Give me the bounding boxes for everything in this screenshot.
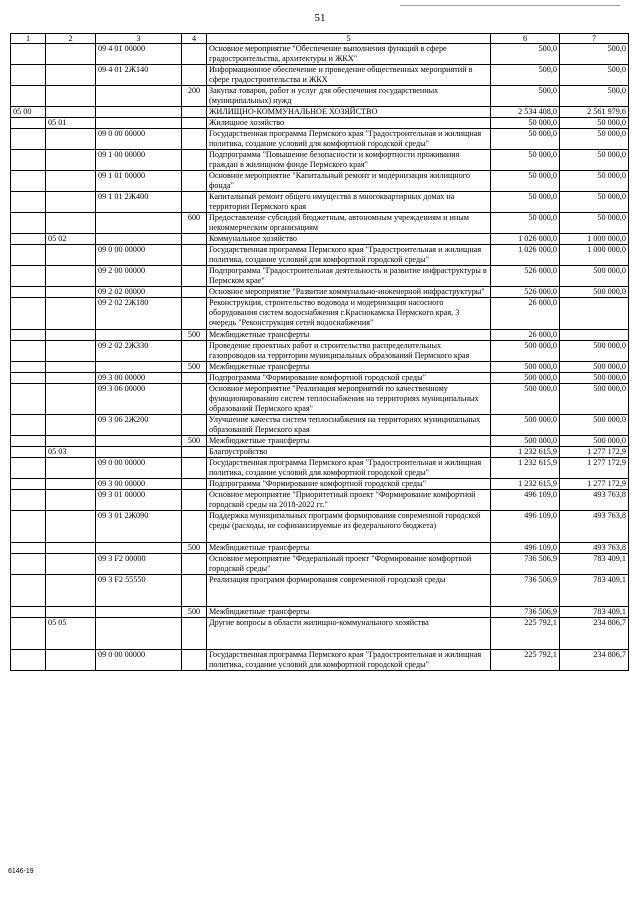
subsection-code-cell: [46, 192, 96, 213]
amount-col7-cell: 500 000,0: [560, 362, 629, 373]
expense-type-cell: 600: [182, 213, 207, 234]
expense-type-cell: 200: [182, 86, 207, 107]
table-row: [11, 298, 629, 330]
top-rule: [400, 5, 620, 6]
subsection-code-cell: [46, 107, 96, 118]
expense-type-cell: [182, 479, 207, 490]
amount-col7-cell: 500 000,0: [560, 415, 629, 436]
item-name-cell: Государственная программа Пермского края "Градостроительная и жилищная политика, создание условий для комфортной городской среды": [207, 650, 491, 671]
target-article-cell: 09 0 00 00000: [96, 129, 182, 150]
section-code-cell: 05 00: [11, 107, 46, 118]
amount-col7-cell: 500 000,0: [560, 384, 629, 415]
section-code-cell: [11, 65, 46, 86]
expense-type-cell: [182, 415, 207, 436]
amount-col7-cell: 1 000 000,0: [560, 234, 629, 245]
target-article-cell: 09 2 02 2Ж330: [96, 341, 182, 362]
item-name-cell: Подпрограмма "Формирование комфортной городской среды": [207, 479, 491, 490]
column-header-1: 1: [11, 34, 46, 44]
target-article-cell: 09 3 01 2Ж090: [96, 511, 182, 543]
amount-col7-cell: 50 000,0: [560, 150, 629, 171]
amount-col6-cell: 225 792,1: [491, 650, 560, 671]
amount-col7-cell: [560, 298, 629, 330]
amount-col6-cell: 500,0: [491, 65, 560, 86]
amount-col6-cell: 526 000,0: [491, 287, 560, 298]
target-article-cell: [96, 107, 182, 118]
item-name-cell: Жилищное хозяйство: [207, 118, 491, 129]
section-code-cell: [11, 373, 46, 384]
target-article-cell: 09 1 01 2Ж400: [96, 192, 182, 213]
subsection-code-cell: [46, 44, 96, 65]
expense-type-cell: [182, 554, 207, 575]
item-name-cell: Реализация программ формирования современной городской среды: [207, 575, 491, 607]
expense-type-cell: [182, 44, 207, 65]
amount-col6-cell: 1 026 000,0: [491, 245, 560, 266]
section-code-cell: [11, 86, 46, 107]
expense-type-cell: [182, 447, 207, 458]
amount-col7-cell: 1 000 000,0: [560, 245, 629, 266]
section-code-cell: [11, 543, 46, 554]
amount-col6-cell: 500,0: [491, 44, 560, 65]
section-code-cell: [11, 458, 46, 479]
column-header-7: 7: [560, 34, 629, 44]
table-row: [11, 171, 629, 192]
amount-col6-cell: 496 109,0: [491, 543, 560, 554]
amount-col6-cell: 500 000,0: [491, 415, 560, 436]
subsection-code-cell: [46, 575, 96, 607]
expense-type-cell: 500: [182, 607, 207, 618]
target-article-cell: 09 3 01 00000: [96, 490, 182, 511]
subsection-code-cell: [46, 129, 96, 150]
column-header-6: 6: [491, 34, 560, 44]
target-article-cell: 09 1 00 00000: [96, 150, 182, 171]
amount-col6-cell: 50 000,0: [491, 192, 560, 213]
expense-type-cell: [182, 150, 207, 171]
table-row: [11, 575, 629, 607]
table-row: [11, 213, 629, 234]
target-article-cell: 09 0 00 00000: [96, 650, 182, 671]
amount-col6-cell: 496 109,0: [491, 511, 560, 543]
item-name-cell: Закупка товаров, работ и услуг для обеспечения государственных (муниципальных) нужд: [207, 86, 491, 107]
subsection-code-cell: [46, 245, 96, 266]
item-name-cell: ЖИЛИЩНО-КОММУНАЛЬНОЕ ХОЗЯЙСТВО: [207, 107, 491, 118]
subsection-code-cell: [46, 436, 96, 447]
table-row: [11, 543, 629, 554]
target-article-cell: 09 3 06 00000: [96, 384, 182, 415]
table-row: [11, 150, 629, 171]
amount-col7-cell: 783 409,1: [560, 575, 629, 607]
expense-type-cell: [182, 129, 207, 150]
target-article-cell: 09 4 01 2Ж140: [96, 65, 182, 86]
table-row: [11, 341, 629, 362]
table-row: [11, 192, 629, 213]
column-header-4: 4: [182, 34, 207, 44]
target-article-cell: [96, 618, 182, 650]
expense-type-cell: [182, 107, 207, 118]
subsection-code-cell: [46, 554, 96, 575]
amount-col7-cell: 500,0: [560, 65, 629, 86]
amount-col7-cell: 234 806,7: [560, 650, 629, 671]
section-code-cell: [11, 618, 46, 650]
item-name-cell: Благоустройство: [207, 447, 491, 458]
section-code-cell: [11, 490, 46, 511]
expense-type-cell: [182, 65, 207, 86]
expense-type-cell: 500: [182, 330, 207, 341]
item-name-cell: Предоставление субсидий бюджетным, автономным учреждениям и иным некоммерческим организациям: [207, 213, 491, 234]
item-name-cell: Коммунальное хозяйство: [207, 234, 491, 245]
target-article-cell: [96, 436, 182, 447]
section-code-cell: [11, 415, 46, 436]
section-code-cell: [11, 192, 46, 213]
target-article-cell: 09 1 01 00000: [96, 171, 182, 192]
item-name-cell: Основное мероприятие "Федеральный проект "Формирование комфортной городской среды": [207, 554, 491, 575]
section-code-cell: [11, 245, 46, 266]
table-row: [11, 479, 629, 490]
item-name-cell: Другие вопросы в области жилищно-коммунального хозяйства: [207, 618, 491, 650]
expense-type-cell: [182, 384, 207, 415]
table-row: [11, 287, 629, 298]
table-row: [11, 86, 629, 107]
target-article-cell: [96, 330, 182, 341]
amount-col7-cell: 783 409,1: [560, 554, 629, 575]
subsection-code-cell: [46, 298, 96, 330]
item-name-cell: Основное мероприятие "Развитие коммунально-инженерной инфраструктуры": [207, 287, 491, 298]
amount-col7-cell: 493 763,8: [560, 511, 629, 543]
section-code-cell: [11, 287, 46, 298]
section-code-cell: [11, 118, 46, 129]
item-name-cell: Основное мероприятие "Обеспечение выполнения функций в сфере градостроительства, архитектуры и ЖКХ": [207, 44, 491, 65]
column-header-5: 5: [207, 34, 491, 44]
amount-col6-cell: 736 506,9: [491, 607, 560, 618]
amount-col7-cell: 50 000,0: [560, 129, 629, 150]
target-article-cell: 09 3 00 00000: [96, 373, 182, 384]
section-code-cell: [11, 575, 46, 607]
amount-col7-cell: 500 000,0: [560, 266, 629, 287]
section-code-cell: [11, 171, 46, 192]
amount-col6-cell: 26 000,0: [491, 298, 560, 330]
item-name-cell: Реконструкция, строительство водовода и модернизация насосного оборудования систем водоснабжения г.Краснокамска Пермского края, 3 очередь "Реконструкция сетей водоснабжения": [207, 298, 491, 330]
amount-col6-cell: 500 000,0: [491, 362, 560, 373]
table-row: [11, 373, 629, 384]
amount-col6-cell: 736 506,9: [491, 575, 560, 607]
target-article-cell: 09 3 06 2Ж200: [96, 415, 182, 436]
expense-type-cell: [182, 266, 207, 287]
target-article-cell: [96, 447, 182, 458]
budget-table: [10, 33, 629, 671]
expense-type-cell: 500: [182, 543, 207, 554]
subsection-code-cell: [46, 650, 96, 671]
section-code-cell: [11, 341, 46, 362]
section-code-cell: [11, 384, 46, 415]
expense-type-cell: [182, 192, 207, 213]
amount-col7-cell: 2 561 979,6: [560, 107, 629, 118]
target-article-cell: [96, 234, 182, 245]
amount-col6-cell: 1 232 615,9: [491, 458, 560, 479]
expense-type-cell: [182, 234, 207, 245]
table-row: [11, 129, 629, 150]
amount-col7-cell: 1 277 172,9: [560, 458, 629, 479]
item-name-cell: Подпрограмма "Градостроительная деятельность и развитие инфраструктуры в Пермском крае": [207, 266, 491, 287]
target-article-cell: [96, 543, 182, 554]
amount-col7-cell: 500 000,0: [560, 436, 629, 447]
amount-col6-cell: 526 000,0: [491, 266, 560, 287]
target-article-cell: [96, 607, 182, 618]
subsection-code-cell: [46, 65, 96, 86]
section-code-cell: [11, 330, 46, 341]
section-code-cell: [11, 266, 46, 287]
amount-col7-cell: 50 000,0: [560, 213, 629, 234]
table-row: [11, 447, 629, 458]
item-name-cell: Межбюджетные трансферты: [207, 436, 491, 447]
target-article-cell: 09 0 00 00000: [96, 458, 182, 479]
subsection-code-cell: [46, 213, 96, 234]
subsection-code-cell: [46, 373, 96, 384]
subsection-code-cell: [46, 458, 96, 479]
table-row: [11, 618, 629, 650]
amount-col6-cell: 50 000,0: [491, 150, 560, 171]
section-code-cell: [11, 554, 46, 575]
item-name-cell: Основное мероприятие "Реализация мероприятий по качественному функционированию систем теплоснабжения на территориях муниципальных образований Пермского края": [207, 384, 491, 415]
section-code-cell: [11, 511, 46, 543]
subsection-code-cell: [46, 287, 96, 298]
table-row: [11, 436, 629, 447]
amount-col7-cell: 234 806,7: [560, 618, 629, 650]
target-article-cell: 09 3 00 00000: [96, 479, 182, 490]
target-article-cell: 09 0 00 00000: [96, 245, 182, 266]
expense-type-cell: [182, 341, 207, 362]
subsection-code-cell: [46, 330, 96, 341]
item-name-cell: Межбюджетные трансферты: [207, 362, 491, 373]
amount-col7-cell: 500 000,0: [560, 341, 629, 362]
amount-col7-cell: 50 000,0: [560, 118, 629, 129]
target-article-cell: [96, 362, 182, 373]
target-article-cell: 09 2 00 00000: [96, 266, 182, 287]
amount-col6-cell: 1 232 615,9: [491, 479, 560, 490]
page-number: 51: [314, 12, 326, 24]
target-article-cell: 09 2 02 2Ж180: [96, 298, 182, 330]
expense-type-cell: [182, 118, 207, 129]
amount-col7-cell: 1 277 172,9: [560, 479, 629, 490]
subsection-code-cell: 05 01: [46, 118, 96, 129]
section-code-cell: [11, 479, 46, 490]
expense-type-cell: [182, 618, 207, 650]
table-row: [11, 490, 629, 511]
amount-col7-cell: 500 000,0: [560, 373, 629, 384]
subsection-code-cell: [46, 490, 96, 511]
table-row: [11, 554, 629, 575]
item-name-cell: Информационное обеспечение и проведение общественных мероприятий в сфере градостроительства и ЖКХ: [207, 65, 491, 86]
item-name-cell: Государственная программа Пермского края "Градостроительная и жилищная политика, создание условий для комфортной городской среды": [207, 129, 491, 150]
table-row: [11, 650, 629, 671]
subsection-code-cell: 05 02: [46, 234, 96, 245]
table-row: [11, 362, 629, 373]
subsection-code-cell: [46, 362, 96, 373]
amount-col6-cell: 50 000,0: [491, 129, 560, 150]
amount-col6-cell: 736 506,9: [491, 554, 560, 575]
subsection-code-cell: [46, 150, 96, 171]
section-code-cell: [11, 234, 46, 245]
subsection-code-cell: 05 03: [46, 447, 96, 458]
target-article-cell: 09 2 02 00000: [96, 287, 182, 298]
table-row: [11, 65, 629, 86]
amount-col6-cell: 496 109,0: [491, 490, 560, 511]
document-code: 6146-19: [8, 868, 34, 875]
item-name-cell: Подпрограмма "Формирование комфортной городской среды": [207, 373, 491, 384]
subsection-code-cell: [46, 86, 96, 107]
amount-col6-cell: 500 000,0: [491, 373, 560, 384]
subsection-code-cell: [46, 511, 96, 543]
amount-col6-cell: 225 792,1: [491, 618, 560, 650]
item-name-cell: Подпрограмма "Повышение безопасности и комфортности проживания граждан в жилищном фонде Пермского края": [207, 150, 491, 171]
expense-type-cell: [182, 373, 207, 384]
expense-type-cell: [182, 511, 207, 543]
item-name-cell: Основное мероприятие "Приоритетный проект "Формирование комфортной городской среды на 2018-2022 гг.": [207, 490, 491, 511]
expense-type-cell: 500: [182, 436, 207, 447]
header-row: [11, 34, 629, 44]
subsection-code-cell: [46, 341, 96, 362]
subsection-code-cell: 05 05: [46, 618, 96, 650]
section-code-cell: [11, 129, 46, 150]
amount-col7-cell: 500,0: [560, 86, 629, 107]
item-name-cell: Проведение проектных работ и строительство распределительных газопроводов на территории муниципальных образований Пермского края: [207, 341, 491, 362]
amount-col6-cell: 500 000,0: [491, 436, 560, 447]
amount-col6-cell: 50 000,0: [491, 118, 560, 129]
amount-col7-cell: 493 763,8: [560, 490, 629, 511]
item-name-cell: Капитальный ремонт общего имущества в многоквартирных домах на территории Пермского края: [207, 192, 491, 213]
section-code-cell: [11, 213, 46, 234]
subsection-code-cell: [46, 171, 96, 192]
item-name-cell: Межбюджетные трансферты: [207, 543, 491, 554]
table-row: [11, 118, 629, 129]
amount-col7-cell: 1 277 172,9: [560, 447, 629, 458]
table-row: [11, 44, 629, 65]
subsection-code-cell: [46, 384, 96, 415]
target-article-cell: 09 3 F2 55550: [96, 575, 182, 607]
subsection-code-cell: [46, 415, 96, 436]
subsection-code-cell: [46, 607, 96, 618]
item-name-cell: Поддержка муниципальных программ формирования современной городской среды (расходы, не софинансируемые из федерального бюджета): [207, 511, 491, 543]
target-article-cell: [96, 86, 182, 107]
amount-col6-cell: 500 000,0: [491, 341, 560, 362]
table-row: [11, 107, 629, 118]
amount-col7-cell: 50 000,0: [560, 171, 629, 192]
table-row: [11, 266, 629, 287]
target-article-cell: 09 4 01 00000: [96, 44, 182, 65]
table-row: [11, 384, 629, 415]
amount-col6-cell: 1 232 615,9: [491, 447, 560, 458]
amount-col7-cell: 500,0: [560, 44, 629, 65]
amount-col6-cell: 2 534 408,0: [491, 107, 560, 118]
section-code-cell: [11, 298, 46, 330]
expense-type-cell: [182, 287, 207, 298]
target-article-cell: 09 3 F2 00000: [96, 554, 182, 575]
table-row: [11, 415, 629, 436]
amount-col6-cell: 1 026 000,0: [491, 234, 560, 245]
table-row: [11, 245, 629, 266]
table-row: [11, 458, 629, 479]
section-code-cell: [11, 650, 46, 671]
amount-col7-cell: [560, 330, 629, 341]
section-code-cell: [11, 436, 46, 447]
item-name-cell: Государственная программа Пермского края "Градостроительная и жилищная политика, создание условий для комфортной городской среды": [207, 245, 491, 266]
column-header-2: 2: [46, 34, 96, 44]
target-article-cell: [96, 118, 182, 129]
table-row: [11, 234, 629, 245]
subsection-code-cell: [46, 266, 96, 287]
subsection-code-cell: [46, 479, 96, 490]
table-body: [11, 44, 629, 671]
expense-type-cell: [182, 245, 207, 266]
target-article-cell: [96, 213, 182, 234]
amount-col7-cell: 783 409,1: [560, 607, 629, 618]
expense-type-cell: [182, 458, 207, 479]
item-name-cell: Государственная программа Пермского края "Градостроительная и жилищная политика, создание условий для комфортной городской среды": [207, 458, 491, 479]
item-name-cell: Улучшение качества систем теплоснабжения на территориях муниципальных образований Пермского края: [207, 415, 491, 436]
expense-type-cell: 500: [182, 362, 207, 373]
amount-col7-cell: 50 000,0: [560, 192, 629, 213]
section-code-cell: [11, 447, 46, 458]
item-name-cell: Основное мероприятие "Капитальный ремонт и модернизация жилищного фонда": [207, 171, 491, 192]
table-row: [11, 511, 629, 543]
expense-type-cell: [182, 298, 207, 330]
expense-type-cell: [182, 171, 207, 192]
amount-col6-cell: 50 000,0: [491, 171, 560, 192]
table-row: [11, 330, 629, 341]
amount-col6-cell: 26 000,0: [491, 330, 560, 341]
amount-col6-cell: 50 000,0: [491, 213, 560, 234]
expense-type-cell: [182, 575, 207, 607]
amount-col6-cell: 500 000,0: [491, 384, 560, 415]
column-header-3: 3: [96, 34, 182, 44]
section-code-cell: [11, 44, 46, 65]
section-code-cell: [11, 362, 46, 373]
item-name-cell: Межбюджетные трансферты: [207, 330, 491, 341]
table-row: [11, 607, 629, 618]
expense-type-cell: [182, 490, 207, 511]
amount-col7-cell: 493 763,8: [560, 543, 629, 554]
expense-type-cell: [182, 650, 207, 671]
section-code-cell: [11, 607, 46, 618]
item-name-cell: Межбюджетные трансферты: [207, 607, 491, 618]
amount-col6-cell: 500,0: [491, 86, 560, 107]
amount-col7-cell: 500 000,0: [560, 287, 629, 298]
subsection-code-cell: [46, 543, 96, 554]
section-code-cell: [11, 150, 46, 171]
